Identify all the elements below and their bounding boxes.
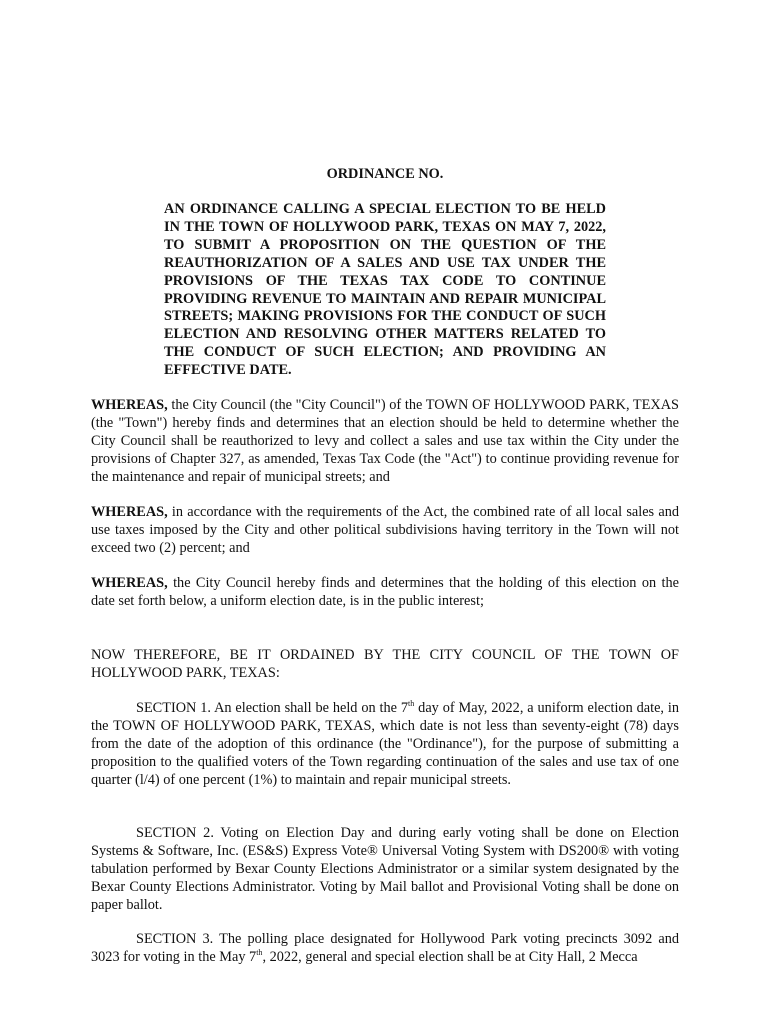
whereas-paragraph-1 xyxy=(91,397,679,487)
whereas-lead: WHEREAS, xyxy=(91,575,168,591)
whereas-text: the City Council (the "City Council") of the TOWN OF HOLLYWOOD PARK, TEXAS (the "Town") hereby finds and determines that an election should be held to determine whether the City Council shall be reauthorized to levy and collect a sales and use tax within the City under the provisions of Chapter 327, as amended, Texas Tax Code (the "Act") to continue providing revenue for the maintenance and repair of municipal streets; and xyxy=(91,397,679,485)
section-3-text-start: SECTION 3. The polling place designated for Hollywood Park voting precincts 3092 and 3023 for voting in the May 7 xyxy=(91,931,679,965)
section-3-paragraph xyxy=(91,931,679,967)
whereas-text: the City Council hereby finds and determines that the holding of this election on the date set forth below, a uniform election date, is in the public interest; xyxy=(91,575,679,609)
section-1-paragraph xyxy=(91,700,679,790)
whereas-text: in accordance with the requirements of the Act, the combined rate of all local sales and use taxes imposed by the City and other political subdivisions having territory in the Town will not exceed two (2) percent; and xyxy=(91,504,679,556)
whereas-lead: WHEREAS, xyxy=(91,504,168,520)
section-2-paragraph: SECTION 2. Voting on Election Day and during early voting shall be done on Election Systems & Software, Inc. (ES&S) Express Vote® Universal Voting System with DS200® with voting tabulation performed by Bexar County Elections Administrator or a similar system designated by the Bexar County Elections Administrator. Voting by Mail ballot and Provisional Voting shall be done on paper ballot. xyxy=(91,825,679,913)
whereas-lead: WHEREAS, xyxy=(91,397,168,413)
ordinal-superscript: th xyxy=(408,699,415,709)
whereas-paragraph-3 xyxy=(91,575,679,611)
section-3-text-end: , 2022, general and special election shall be at City Hall, 2 Mecca xyxy=(262,948,638,965)
now-therefore-clause: NOW THEREFORE, BE IT ORDAINED BY THE CITY COUNCIL OF THE TOWN OF HOLLYWOOD PARK, TEXAS: xyxy=(91,647,679,681)
section-1-text-end: day of May, 2022, a uniform election date, in the TOWN OF HOLLYWOOD PARK, TEXAS, which date is not less than seventy-eight (78) days from the date of the adoption of this ordinance (the "Ordinance"), for the purpose of submitting a proposition to the qualified voters of the Town regarding continuation of the sales and use tax of one quarter (l/4) of one percent (1%) to maintain and repair municipal streets. xyxy=(91,700,680,788)
ordinance-caption: AN ORDINANCE CALLING A SPECIAL ELECTION TO BE HELD IN THE TOWN OF HOLLYWOOD PARK, TEXAS ON MAY 7, 2022, TO SUBMIT A PROPOSITION ON THE QUESTION OF THE REAUTHORIZATION OF A SALES AND USE TAX UNDER THE PROVISIONS OF THE TEXAS TAX CODE TO CONTINUE PROVIDING REVENUE TO MAINTAIN AND REPAIR MUNICIPAL STREETS; MAKING PROVISIONS FOR THE CONDUCT OF SUCH ELECTION AND RESOLVING OTHER MATTERS RELATED TO THE CONDUCT OF SUCH ELECTION; AND PROVIDING AN EFFECTIVE DATE. xyxy=(164,201,606,379)
ordinance-title: ORDINANCE NO. xyxy=(326,166,444,182)
ordinal-superscript: th xyxy=(256,948,263,958)
whereas-paragraph-2 xyxy=(91,504,679,558)
section-1-text-start: SECTION 1. An election shall be held on the 7 xyxy=(136,700,409,716)
